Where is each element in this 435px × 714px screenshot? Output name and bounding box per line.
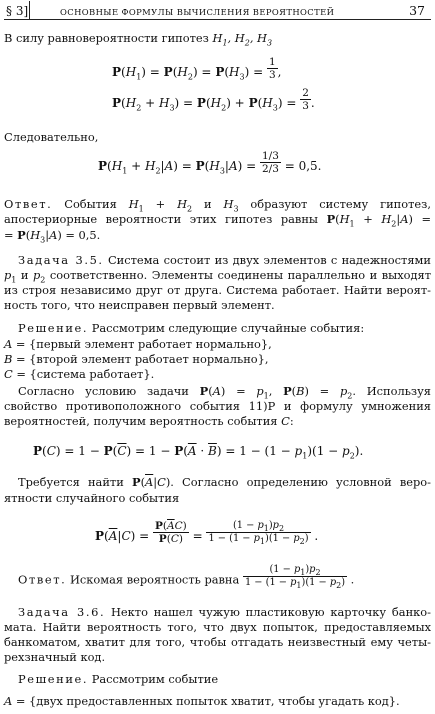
task-3-6-line-2: мата. Найти вероятность того, что двух попыток, предоставляемых — [4, 620, 431, 634]
solution-3-6-intro: Решение. Рассмотрим событие — [18, 672, 219, 686]
task-3-6-line-4: рехзначный код. — [4, 650, 106, 664]
solution-3-5-line-2: свойство противоположного события 11)P и формулу умножения — [4, 399, 431, 413]
equation-2: $P(H_2 + H_3) = P(H_2) + P(H_3)$ = $\frac{2}{3}$ . — [112, 87, 315, 113]
answer-1-line-2: апостериорные вероятности этих гипотез равны $P(H_1 + H_2|A)$ = — [4, 212, 431, 229]
task-3-5-line-2: $p_1$ и $p_2$ соответственно. Элементы соединены параллельно и выходят — [4, 268, 431, 285]
event-a: A = {первый элемент работает нормально}, — [4, 337, 272, 351]
paragraph-equiprobable: В силу равновероятности гипотез $H_1$, $H_2$, $H_3$ — [4, 31, 273, 48]
header-divider — [29, 1, 30, 19]
task-label: Задача 3.6. — [18, 605, 106, 619]
equation-1: $P(H_1) = P(H_2) = P(H_3)$ = $\frac{1}{3}$ , — [112, 56, 282, 82]
event-b: B = {второй элемент работает нормально}, — [4, 352, 269, 366]
answer-label: Ответ. — [18, 572, 67, 587]
header-rule — [4, 19, 431, 20]
solution-3-5-line-4: Требуется найти $P(\overline{A}|C)$. Согласно определению условной веро- — [18, 475, 431, 489]
solution-3-5-line-1: Согласно условию задачи $P(A) = p_1$, $P(B) = p_2$. Используя — [18, 384, 431, 401]
answer-1-line-1: Ответ. События $H_1 + H_2$ и $H_3$ образуют систему гипотез, — [4, 197, 431, 214]
running-title: ОСНОВНЫЕ ФОРМУЛЫ ВЫЧИСЛЕНИЯ ВЕРОЯТНОСТЕЙ — [60, 7, 335, 17]
equation-3: $P(H_1 + H_2|A) = P(H_3|A)$ = $\frac{1/3}{2/3}$ = 0,5. — [98, 150, 322, 176]
answer-1-line-3: = $P(H_3|A) = 0,5$. — [4, 228, 101, 245]
page-number: 37 — [409, 3, 425, 18]
task-3-5-line-3: из строя независимо друг от друга. Система работает. Найти вероят- — [4, 283, 431, 297]
solution-label: Решение. — [18, 672, 89, 686]
task-label: Задача 3.5. — [18, 253, 104, 267]
solution-3-5-line-5: ятности случайного события — [4, 491, 180, 505]
solution-3-5-line-3: вероятностей, получим вероятность события C: — [4, 414, 294, 428]
answer-2: Ответ. Искомая вероятность равна $\frac{(1 - p_1)p_2}{1 - (1 - p_1)(1 - p_2)}$ . — [18, 564, 355, 590]
section-marker: § 3] — [6, 4, 29, 18]
event-a-3-6: A = {двух предоставленных попыток хватит, чтобы угадать код}. — [4, 694, 400, 708]
equation-5: $P(\overline{A}|C)$ = $\frac{P(\overline{A}C)}{P(C)}$ = $\frac{(1 - p_1)p_2}{1 - (1 - p_1)(1 - p_2)}$ . — [95, 520, 319, 546]
task-3-5-line-1: Задача 3.5. Система состоит из двух элементов с надежностями — [18, 253, 431, 267]
task-3-5-line-4: ность того, что неисправен первый элемент. — [4, 298, 275, 312]
task-3-6-line-1: Задача 3.6. Некто нашел чужую пластиковую карточку банко- — [18, 605, 431, 619]
event-c: C = {система работает}. — [4, 367, 155, 381]
solution-3-5-intro: Решение. Рассмотрим следующие случайные события: — [18, 321, 365, 335]
page-header — [4, 1, 431, 20]
task-3-6-line-3: банкоматом, хватит для того, чтобы отгадать неизвестный ему четы- — [4, 635, 431, 649]
hypotheses-list: $H_1$, $H_2$, $H_3$ — [212, 31, 273, 48]
equation-4: $P(C) = 1 - P(\overline{C}) = 1 - P(\overline{A} \cdot \overline{B}) = 1 - (1 - p_1)(1 - p_2)$. — [33, 444, 364, 461]
answer-label: Ответ. — [4, 197, 53, 211]
paragraph-therefore: Следовательно, — [4, 130, 99, 144]
solution-label: Решение. — [18, 321, 89, 335]
